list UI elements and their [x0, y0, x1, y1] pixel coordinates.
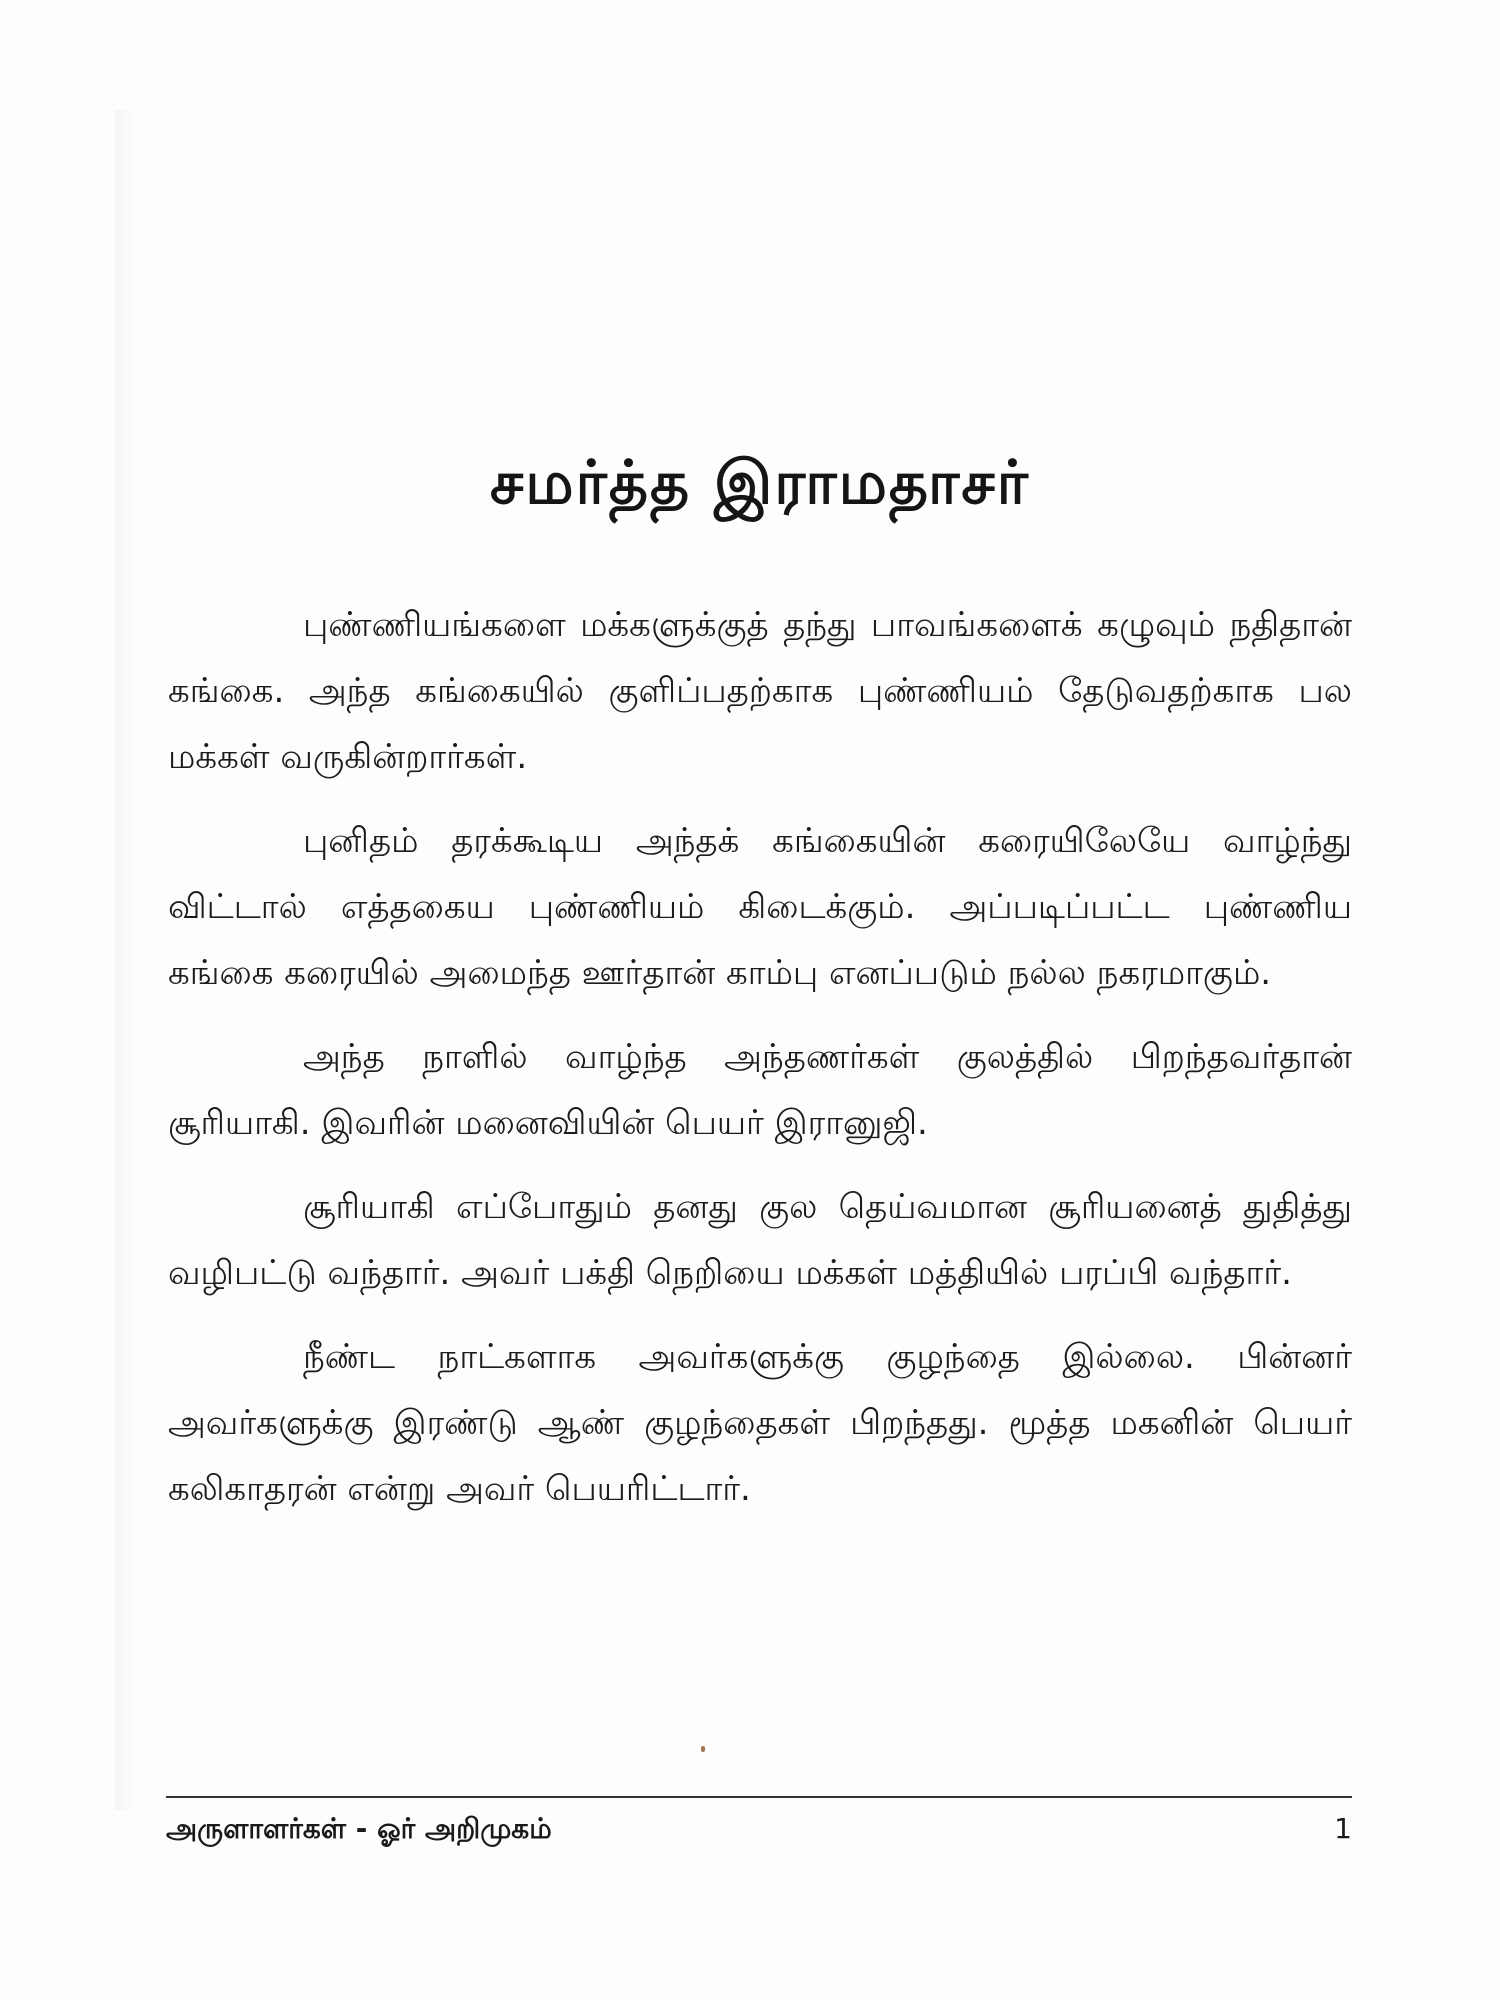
paper-speck	[701, 1746, 705, 1752]
paragraph-5: நீண்ட நாட்களாக அவர்களுக்கு குழந்தை இல்லை. பின்னர் அவர்களுக்கு இரண்டு ஆண் குழந்தைகள் பிறந்தது. மூத்த மகனின் பெயர் கலிகாதரன் என்று அவர் பெயரிட்டார்.	[168, 1337, 1352, 1509]
footer-divider	[166, 1796, 1352, 1798]
chapter-body	[168, 592, 1352, 1540]
paragraph-1: புண்ணியங்களை மக்களுக்குத் தந்து பாவங்களைக் கழுவும் நதிதான் கங்கை. அந்த கங்கையில் குளிப்பதற்காக புண்ணியம் தேடுவதற்காக பல மக்கள் வருகின்றார்கள்.	[168, 605, 1352, 777]
page-edge-shadow	[115, 110, 135, 1810]
running-footer-book-title: அருளாளர்கள் - ஓர் அறிமுகம்	[166, 1812, 552, 1845]
paragraph-3: அந்த நாளில் வாழ்ந்த அந்தணர்கள் குலத்தில் பிறந்தவர்தான் சூரியாகி. இவரின் மனைவியின் பெயர் இரானுஜி.	[168, 1037, 1352, 1143]
paragraph-4: சூரியாகி எப்போதும் தனது குல தெய்வமான சூரியனைத் துதித்து வழிபட்டு வந்தார். அவர் பக்தி நெறியை மக்கள் மத்தியில் பரப்பி வந்தார்.	[168, 1187, 1352, 1293]
chapter-title: சமர்த்த இராமதாசர்	[490, 448, 1030, 518]
page-number: 1	[1334, 1812, 1352, 1845]
paragraph-2: புனிதம் தரக்கூடிய அந்தக் கங்கையின் கரையிலேயே வாழ்ந்து விட்டால் எத்தகைய புண்ணியம் கிடைக்கும். அப்படிப்பட்ட புண்ணிய கங்கை கரையில் அமைந்த ஊர்தான் காம்பு எனப்படும் நல்ல நகரமாகும்.	[168, 821, 1352, 993]
